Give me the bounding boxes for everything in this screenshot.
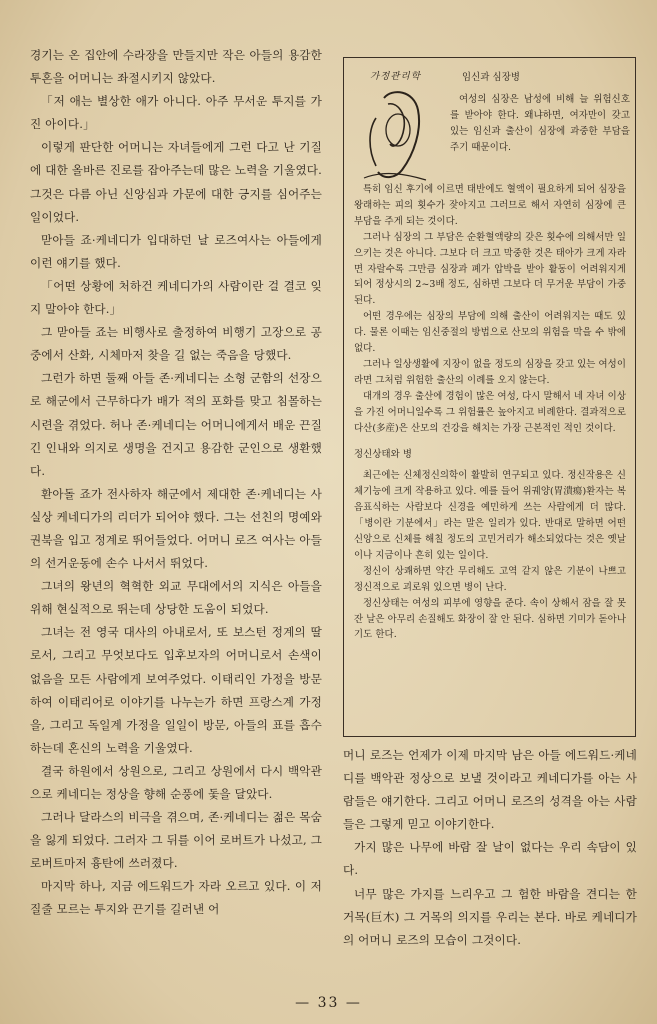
paragraph: 머니 로즈는 언제가 이제 마지막 남은 아들 에드워드·케네디를 백악관 정상으로 보낼 것이라고 케네디가를 아는 사람들은 얘기한다. 그리고 어머니 로즈의 성격을 아는 사람들은 그렇게 믿고 이야기한다.: [343, 748, 637, 832]
sidebar-body: [354, 182, 626, 643]
paragraph: 여성의 심장은 남성에 비해 늘 위험신호를 받아야 한다. 왜냐하면, 여자만이 갖고 있는 임신과 출산이 심장에 과중한 부담을 주기 때문이다.: [450, 94, 630, 153]
paragraph: 그런가 하면 둘째 아들 존·케네디는 소형 군함의 선장으로 해군에서 근무하다가 배가 적의 포화를 맞고 침몰하는 시련을 겪었다. 허나 존·케네디는 어머니에게서 배운 끈질긴 인내와 의지로 생명을 건지고 용감한 군인으로 생환했다.: [30, 371, 322, 478]
sidebar-header: [344, 58, 635, 180]
paragraph: 그녀는 전 영국 대사의 아내로서, 또 보스턴 정계의 딸로서, 그리고 무엇보다도 입후보자의 어머니로서 손색이 없음을 모든 사람에게 보여주었다. 이태리인 가정을 방문하여 이태리어로 이야기를 나누는가 하면 프랑스계 가정을, 그리고 독일계 가정을 일일이 방문, 아들의 표를 흡수하는데 혼신의 노력을 기울였다.: [30, 625, 322, 755]
sidebar-label: 가정관리학: [370, 71, 421, 82]
paragraph: 그러나 심장의 그 부담은 순환혈액량의 갖은 횟수에 의해서만 일으키는 것은 아니다. 그보다 더 크고 막중한 것은 태아가 크게 자라면 자랄수록 그만큼 심장과 폐가 압박을 받아 활동이 어려워지게 되어 정상시의 2~3배 정도, 심하면 그보다 더 무거운 부담이 가중된다.: [354, 231, 626, 307]
paragraph: 이렇게 판단한 어머니는 자녀들에게 그런 다고 난 기질에 대한 올바른 진로를 잡아주는데 많은 노력을 기울였다. 그것은 다름 아닌 신앙심과 가문에 대한 긍지를 심어주는 일이었다.: [30, 140, 322, 224]
paragraph: 맏아들 죠·케네디가 입대하던 날 로즈여사는 아들에게 이런 얘기를 했다.: [30, 232, 322, 270]
paragraph: 「저 애는 별상한 애가 아니다. 아주 무서운 투지를 가진 아이다.」: [30, 94, 322, 132]
paragraph: 마지막 하나, 지금 에드워드가 자라 오르고 있다. 이 저질줄 모르는 투지와 끈기를 길러낸 어: [30, 879, 322, 917]
paragraph: 최근에는 신체정신의학이 활발히 연구되고 있다. 정신작용은 신체기능에 크게 작용하고 있다. 예를 들어 위궤양(胃潰瘍)환자는 복음표식하는 사람보다 신경을 예민하게 쓰는 사람에게 더 많다. 「병이란 기분에서」라는 말은 일리가 있다. 반대로 말하면 어떤 신앙으로 신체를 해칠 정도의 고민거리가 해소되었다는 것은 옛날이나 지금이나 흔히 있는 일이다.: [354, 470, 626, 561]
paragraph: 결국 하원에서 상원으로, 그리고 상원에서 다시 백악관으로 케네디는 정상을 향해 순풍에 돛을 달았다.: [30, 763, 322, 801]
paragraph: 「어떤 상황에 처하건 케네디가의 사람이란 걸 결코 잊지 말아야 한다.」: [30, 278, 322, 317]
section-title-pregnancy-heart: 임신과 심장병: [462, 72, 521, 83]
paragraph: 환아돌 죠가 전사하자 해군에서 제대한 존·케네디는 사실상 케네디가의 리더가 되어야 했다. 그는 선친의 명예와 권북을 입고 정계로 뛰어들었다. 어머니 로즈 여사는 아들의 선거운동에 손수 나서서 뛰었다.: [30, 486, 322, 571]
left-column: [30, 44, 322, 984]
sidebar-intro-text: [450, 92, 630, 156]
page-number: — 33 —: [295, 995, 362, 1011]
paragraph: 정신상태는 여성의 피부에 영향을 준다. 속이 상해서 잠을 잘 못 잔 날은 아무리 손질해도 화장이 잘 안 된다. 심하면 기미가 돋아나기도 한다.: [354, 597, 626, 641]
paragraph: 그러나 일상생활에 지장이 없을 정도의 심장을 갖고 있는 여성이라면 그처럼 위험한 출산의 이례를 오지 않는다.: [354, 358, 626, 386]
right-column-continuation: [343, 744, 637, 980]
paragraph: 그녀의 왕년의 혁혁한 외교 무대에서의 지식은 아들을 위해 현실적으로 뛰는데 상당한 도움이 되었다.: [30, 579, 322, 617]
paragraph: 너무 많은 가지를 느리우고 그 험한 바람을 견디는 한 거목(巨木) 그 거목의 의지를 우리는 본다. 바로 케네디가의 어머니 로즈의 모습이 그것이다.: [343, 886, 637, 947]
home-health-sidebar-box: [343, 57, 636, 737]
pregnant-figure-illustration: [354, 84, 434, 184]
paragraph: 그러나 달라스의 비극을 겪으며, 존·케네디는 젊은 목숨을 잃게 되었다. 그러자 그 뒤를 이어 로버트가 나섰고, 그 로버트마저 흉탄에 쓰러졌다.: [30, 810, 322, 871]
paragraph: 경기는 온 집안에 수라장을 만들지만 작은 아들의 용감한 투혼을 어머니는 좌절시키지 않았다.: [30, 48, 322, 86]
paragraph: 정신이 상쾌하면 약간 무리해도 고역 같지 않은 기분이 나쁘고 정신적으로 괴로워 있으면 병이 난다.: [354, 565, 626, 593]
paragraph: 대개의 경우 출산에 경험이 많은 여성, 다시 말해서 네 자녀 이상을 가진 어머니일수록 그 위험률은 높아지고 비례한다. 결과적으로 다산(多産)은 산모의 건강을 해치는 가장 근본적인 적인 것이다.: [354, 390, 626, 434]
paragraph: 그 맏아들 죠는 비행사로 출정하여 비행기 고장으로 공중에서 산화, 시체마저 찾을 길 없는 죽음을 당했다.: [30, 325, 322, 363]
paragraph: 어떤 경우에는 심장의 부담에 의해 출산이 어려워지는 때도 있다. 물론 이때는 임신중절의 방법으로 산모의 위험을 막을 수 밖에 없다.: [354, 311, 626, 355]
section-title-mind-and-illness: 정신상태와 병: [354, 448, 413, 460]
paragraph: 특히 임신 후기에 이르면 태반에도 혈액이 필요하게 되어 심장을 왕래하는 피의 횟수가 잦아지고 그러므로 해서 자연히 심장에 큰 부담을 주게 되는 것이다.: [354, 184, 626, 227]
paragraph: 가지 많은 나무에 바람 잘 날이 없다는 우리 속담이 있다.: [343, 840, 637, 878]
